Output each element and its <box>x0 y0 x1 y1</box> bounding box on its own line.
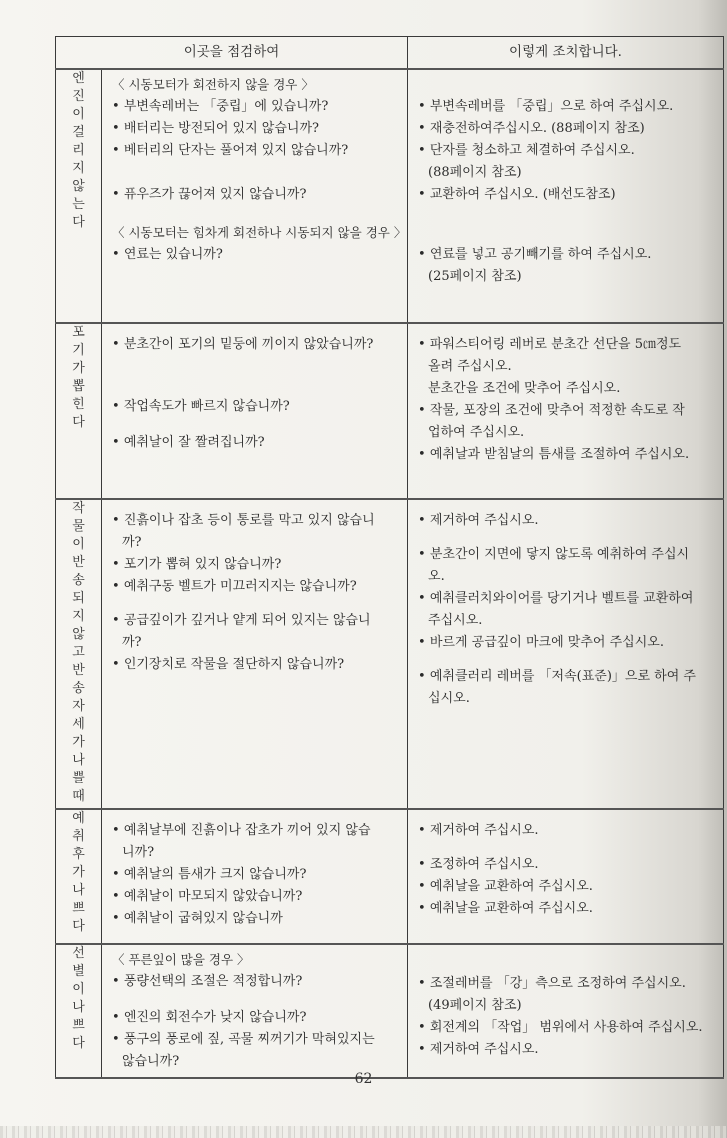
action-item: • 재충전하여주십시오. (88페이지 참조) <box>418 118 717 140</box>
check-item: • 포기가 뽑혀 있지 않습니까? <box>112 554 403 576</box>
header-check: 이곳을 점검하여 <box>56 37 408 69</box>
action-item: • 예취날을 교환하여 주십시오. <box>418 898 717 920</box>
action-item-continued: 올려 주십시오. <box>428 358 512 374</box>
action-item-continued: 십시오. <box>428 690 470 706</box>
check-item: • 진흙이나 잡초 등이 통로를 막고 있지 않습니 <box>112 510 403 532</box>
action-item: • 예취클러치와이어를 당기거나 벨트를 교환하여 <box>418 588 717 610</box>
condition-heading: 〈 푸른잎이 많을 경우 〉 <box>112 951 250 967</box>
action-item-continued: (49페이지 참조) <box>428 997 522 1013</box>
action-item: • 조절레버를 「강」측으로 조정하여 주십시오. <box>418 973 717 995</box>
check-item: • 공급깊이가 깊거나 얕게 되어 있지는 않습니 <box>112 610 403 632</box>
symptom-label: 선별이 나쁘다 <box>72 945 85 1051</box>
action-item: • 제거하여 주십시오. <box>418 1039 717 1061</box>
table-row <box>56 809 724 944</box>
action-cell <box>408 499 724 809</box>
symptom-cell <box>56 69 102 323</box>
check-item: • 엔진의 회전수가 낮지 않습니까? <box>112 1007 403 1029</box>
table-row <box>56 499 724 809</box>
action-item-continued: 주십시오. <box>428 612 483 628</box>
header-action: 이렇게 조치합니다. <box>408 37 724 69</box>
action-item: • 교환하여 주십시오. (배선도참조) <box>418 184 717 206</box>
check-cell <box>102 809 408 944</box>
action-cell <box>408 809 724 944</box>
check-item: • 풍구의 풍로에 짚, 곡물 찌꺼기가 막혀있지는 <box>112 1029 403 1051</box>
symptom-label: 포기가 뽑힌다 <box>72 324 85 430</box>
table-row <box>56 69 724 323</box>
check-item: • 작업속도가 빠르지 않습니까? <box>112 396 403 418</box>
condition-heading: 〈 시동모터가 회전하지 않을 경우 〉 <box>112 76 314 92</box>
action-item-continued: 업하여 주십시오. <box>428 424 525 440</box>
troubleshooting-table <box>55 36 724 1079</box>
action-item-continued: 오. <box>428 568 445 584</box>
check-item-continued: 않습니까? <box>122 1053 180 1069</box>
check-item: • 분초간이 포기의 밑둥에 끼이지 않았습니까? <box>112 334 403 356</box>
symptom-cell <box>56 944 102 1078</box>
action-item: • 작물, 포장의 조건에 맞추어 적정한 속도로 작 <box>418 400 717 422</box>
check-cell <box>102 944 408 1078</box>
action-item: • 바르게 공급깊이 마크에 맞추어 주십시오. <box>418 632 717 654</box>
check-item: • 예취날의 틈새가 크지 않습니까? <box>112 864 403 886</box>
symptom-label: 엔진이 걸리지 않는다 <box>72 70 85 230</box>
symptom-label: 예취후가 나쁘다 <box>72 810 85 934</box>
action-item: • 예취클러리 레버를 「저속(표준)」으로 하여 주 <box>418 666 717 688</box>
check-item: • 예취날이 마모되지 않았습니까? <box>112 886 403 908</box>
check-item: • 연료는 있습니까? <box>112 244 403 266</box>
condition-heading: 〈 시동모터는 힘차게 회전하나 시동되지 않을 경우 〉 <box>112 224 407 240</box>
table-row <box>56 944 724 1078</box>
check-item-continued: 까? <box>122 534 142 550</box>
check-cell <box>102 323 408 499</box>
action-item-continued: (25페이지 참조) <box>428 268 522 284</box>
check-item: • 퓨우즈가 끊어져 있지 않습니까? <box>112 184 403 206</box>
check-item: • 예취날이 잘 짤려집니까? <box>112 432 403 454</box>
symptom-cell <box>56 499 102 809</box>
action-item: • 제거하여 주십시오. <box>418 820 717 842</box>
check-cell <box>102 69 408 323</box>
check-item-continued: 니까? <box>122 844 155 860</box>
action-cell <box>408 323 724 499</box>
table-header-row <box>56 37 724 69</box>
scan-edge <box>0 1126 727 1138</box>
action-item: • 예취날을 교환하여 주십시오. <box>418 876 717 898</box>
check-item: • 인기장치로 작물을 절단하지 않습니까? <box>112 654 403 676</box>
action-item: • 분초간이 지면에 닿지 않도록 예취하여 주십시 <box>418 544 717 566</box>
action-item: • 회전계의 「작업」 범위에서 사용하여 주십시오. <box>418 1017 717 1039</box>
action-item: • 부변속레버를 「중립」으로 하여 주십시오. <box>418 96 717 118</box>
check-item: • 예취날이 굽혀있지 않습니까 <box>112 908 403 930</box>
action-item: • 단자를 청소하고 체결하여 주십시오. <box>418 140 717 162</box>
action-cell <box>408 69 724 323</box>
action-item-continued: 분초간을 조건에 맞추어 주십시오. <box>428 380 621 396</box>
check-item: • 예취구동 벨트가 미끄러지지는 않습니까? <box>112 576 403 598</box>
symptom-cell <box>56 323 102 499</box>
action-item: • 조정하여 주십시오. <box>418 854 717 876</box>
action-cell <box>408 944 724 1078</box>
check-item: • 베터리의 단자는 풀어져 있지 않습니까? <box>112 140 403 162</box>
table-row <box>56 323 724 499</box>
action-item: • 제거하여 주십시오. <box>418 510 717 532</box>
action-item: • 연료를 넣고 공기빼기를 하여 주십시오. <box>418 244 717 266</box>
action-item: • 파워스티어링 레버로 분초간 선단을 5㎝정도 <box>418 334 717 356</box>
check-item: • 풍량선택의 조절은 적정합니까? <box>112 971 403 993</box>
page-number: 62 <box>354 1071 373 1087</box>
symptom-label: 작물이 반송되지 않고 반송자세가 나쁠때 <box>72 500 85 804</box>
check-item: • 예취날부에 진흙이나 잡초가 끼어 있지 않습 <box>112 820 403 842</box>
check-cell <box>102 499 408 809</box>
action-item: • 예취날과 받침날의 틈새를 조절하여 주십시오. <box>418 444 717 466</box>
symptom-cell <box>56 809 102 944</box>
check-item-continued: 까? <box>122 634 142 650</box>
check-item: • 배터리는 방전되어 있지 않습니까? <box>112 118 403 140</box>
check-item: • 부변속레버는 「중립」에 있습니까? <box>112 96 403 118</box>
action-item-continued: (88페이지 참조) <box>428 164 522 180</box>
